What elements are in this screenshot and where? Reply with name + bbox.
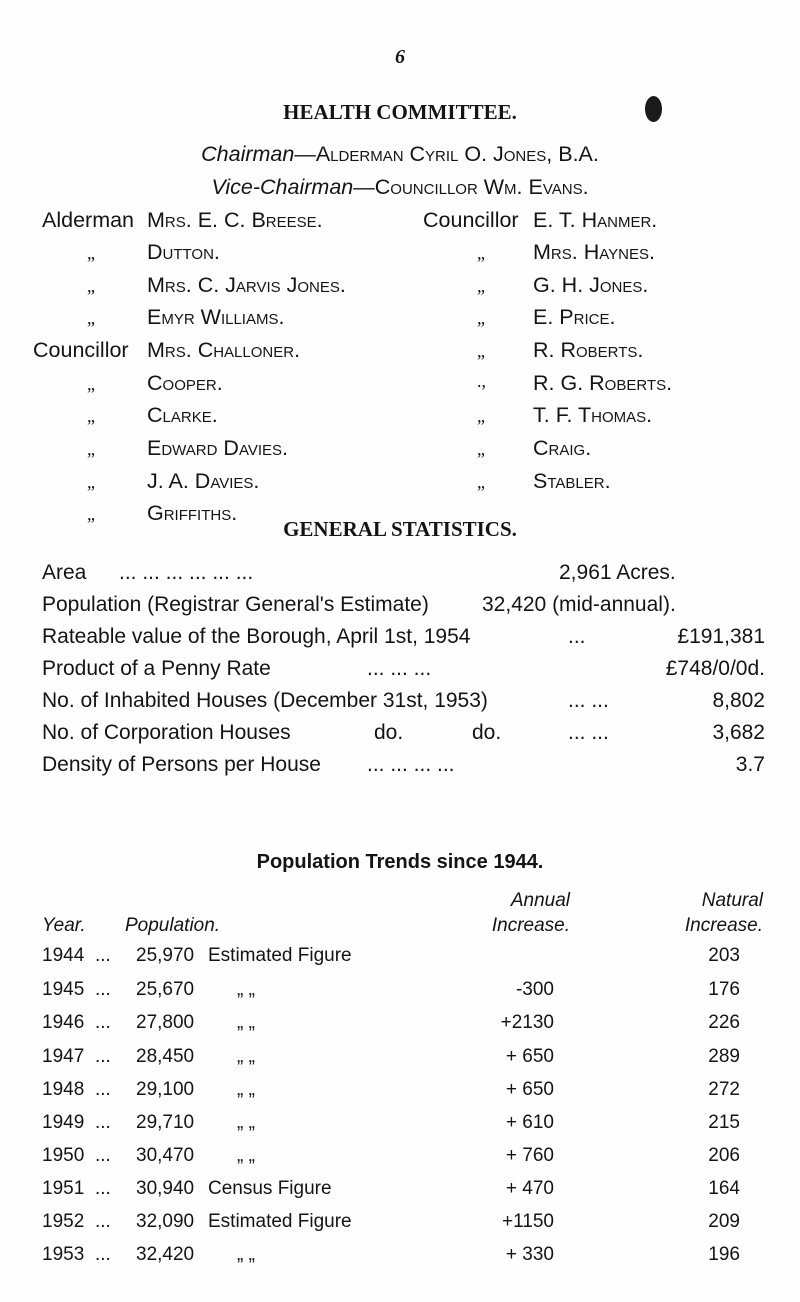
cell-note: „ „: [237, 1145, 255, 1166]
health-committee-title: HEALTH COMMITTEE.: [283, 100, 517, 124]
cell-note: „ „: [237, 1046, 255, 1067]
cell-population: 29,100: [136, 1079, 195, 1100]
cell-natural: 164: [708, 1178, 740, 1199]
header-annual-bottom: Increase.: [491, 915, 570, 936]
stat-value: £748/0/0d.: [665, 657, 765, 680]
member-name: Edward Davies.: [147, 436, 288, 460]
stat-label-do: do.: [374, 721, 404, 744]
cell-year: 1947: [42, 1046, 85, 1067]
stat-label: No. of Inhabited Houses (December 31st, 1953): [42, 689, 488, 712]
stat-value: 8,802: [712, 689, 765, 712]
cell-natural: 209: [708, 1211, 740, 1232]
member-name: J. A. Davies.: [147, 469, 260, 493]
stat-label: Product of a Penny Rate: [42, 657, 271, 680]
cell-annual: +2130: [500, 1012, 554, 1033]
stat-label: No. of Corporation Houses: [42, 721, 291, 744]
population-trends-title: Population Trends since 1944.: [256, 851, 544, 873]
stat-dots: ...: [568, 625, 586, 648]
cell-year: 1950: [42, 1145, 85, 1166]
cell-year: 1949: [42, 1112, 85, 1133]
ditto-mark: „: [87, 276, 95, 296]
header-annual-top: Annual: [510, 890, 570, 911]
ditto-mark: „: [477, 243, 485, 263]
member-name: Mrs. Challoner.: [147, 338, 301, 362]
cell-note: Estimated Figure: [208, 945, 352, 966]
cell-year: 1953: [42, 1244, 85, 1265]
cell-annual: +1150: [502, 1211, 554, 1232]
member-name: R. Roberts.: [533, 338, 644, 362]
ditto-mark: „: [87, 374, 95, 394]
ditto-mark: „: [87, 472, 95, 492]
cell-dots: ...: [95, 1046, 111, 1067]
cell-natural: 206: [708, 1145, 740, 1166]
stat-label: Density of Persons per House: [42, 753, 321, 776]
cell-population: 27,800: [136, 1012, 195, 1033]
ditto-mark: „: [477, 341, 485, 361]
cell-population: 32,090: [136, 1211, 195, 1232]
vice-chairman-role: Vice-Chairman: [211, 175, 354, 199]
header-year: Year.: [42, 915, 86, 936]
stat-label: Population (Registrar General's Estimate): [42, 593, 429, 616]
header-natural-bottom: Increase.: [684, 915, 763, 936]
cell-annual: + 650: [505, 1046, 554, 1067]
stat-value: £191,381: [677, 625, 765, 648]
stat-dots: ... ...: [568, 721, 609, 744]
cell-dots: ...: [95, 945, 111, 966]
cell-dots: ...: [95, 1079, 111, 1100]
stat-dots: ... ... ...: [367, 657, 432, 680]
cell-note: „ „: [237, 1079, 255, 1100]
stat-dots: ... ... ... ...: [367, 753, 455, 776]
cell-note: Census Figure: [208, 1178, 332, 1199]
ditto-mark: „: [87, 243, 95, 263]
member-name: Cooper.: [147, 371, 223, 395]
cell-population: 32,420: [136, 1244, 195, 1265]
ditto-mark: „: [477, 472, 485, 492]
header-natural-top: Natural: [701, 890, 763, 911]
ditto-mark: .,: [477, 371, 486, 391]
member-name: G. H. Jones.: [533, 273, 649, 297]
vice-chairman-line: [0, 175, 800, 200]
cell-note: „ „: [237, 979, 255, 1000]
cell-year: 1952: [42, 1211, 85, 1232]
cell-year: 1946: [42, 1012, 85, 1033]
stat-dots: ... ...: [568, 689, 609, 712]
cell-annual: + 650: [505, 1079, 554, 1100]
cell-natural: 196: [708, 1244, 740, 1265]
ditto-mark: „: [477, 308, 485, 328]
member-name: Emyr Williams.: [147, 305, 285, 329]
page-number: 6: [395, 46, 405, 68]
stat-value: 3.7: [735, 753, 765, 776]
cell-natural: 289: [708, 1046, 740, 1067]
cell-population: 25,670: [136, 979, 195, 1000]
member-prefix: Councillor: [33, 338, 129, 362]
ditto-mark: „: [477, 406, 485, 426]
cell-dots: ...: [95, 1012, 111, 1033]
cell-population: 29,710: [136, 1112, 195, 1133]
chairman-line: [0, 142, 800, 167]
stat-value: 2,961 Acres.: [559, 561, 676, 584]
cell-annual: -300: [515, 979, 554, 1000]
cell-note: Estimated Figure: [208, 1211, 352, 1232]
member-prefix: Councillor: [423, 208, 519, 232]
vice-chairman-name: —Councillor Wm. Evans.: [353, 175, 589, 199]
cell-natural: 272: [708, 1079, 740, 1100]
member-name: Mrs. Haynes.: [533, 240, 655, 264]
stat-dots: ... ... ... ... ... ...: [119, 561, 254, 584]
ditto-mark: „: [87, 439, 95, 459]
cell-year: 1945: [42, 979, 85, 1000]
cell-population: 30,940: [136, 1178, 195, 1199]
ditto-mark: „: [477, 439, 485, 459]
stat-label: Rateable value of the Borough, April 1st, 1954: [42, 625, 471, 648]
stat-label-do: do.: [472, 721, 502, 744]
cell-dots: ...: [95, 1112, 111, 1133]
cell-dots: ...: [95, 1145, 111, 1166]
stat-label: Area: [42, 561, 87, 584]
member-name: Craig.: [533, 436, 592, 460]
cell-year: 1948: [42, 1079, 85, 1100]
member-prefix: Alderman: [42, 208, 135, 232]
cell-dots: ...: [95, 1178, 111, 1199]
cell-dots: ...: [95, 1211, 111, 1232]
cell-population: 28,450: [136, 1046, 195, 1067]
cell-note: „ „: [237, 1012, 255, 1033]
member-name: Clarke.: [147, 403, 218, 427]
cell-natural: 215: [708, 1112, 740, 1133]
cell-annual: + 610: [505, 1112, 554, 1133]
cell-note: „ „: [237, 1112, 255, 1133]
cell-natural: 203: [708, 945, 740, 966]
cell-population: 25,970: [136, 945, 195, 966]
cell-annual: + 470: [505, 1178, 554, 1199]
member-name: R. G. Roberts.: [533, 371, 673, 395]
general-statistics-title: GENERAL STATISTICS.: [283, 517, 517, 541]
stat-value: 32,420 (mid-annual).: [482, 593, 676, 616]
cell-year: 1951: [42, 1178, 85, 1199]
cell-note: „ „: [237, 1244, 255, 1265]
cell-annual: + 330: [505, 1244, 554, 1265]
member-name: Mrs. E. C. Breese.: [147, 208, 323, 232]
cell-dots: ...: [95, 1244, 111, 1265]
cell-annual: + 760: [505, 1145, 554, 1166]
ditto-mark: „: [87, 406, 95, 426]
cell-natural: 176: [708, 979, 740, 1000]
chairman-role: Chairman: [201, 142, 295, 166]
cell-dots: ...: [95, 979, 111, 1000]
header-population: Population.: [125, 915, 221, 936]
member-name: E. T. Hanmer.: [533, 208, 658, 232]
member-name: Griffiths.: [147, 501, 238, 525]
member-name: Dutton.: [147, 240, 220, 264]
cell-population: 30,470: [136, 1145, 195, 1166]
member-name: T. F. Thomas.: [533, 403, 653, 427]
member-name: Stabler.: [533, 469, 611, 493]
member-name: E. Price.: [533, 305, 616, 329]
cell-natural: 226: [708, 1012, 740, 1033]
cell-year: 1944: [42, 945, 85, 966]
chairman-name: —Alderman Cyril O. Jones, B.A.: [294, 142, 599, 166]
ditto-mark: „: [477, 276, 485, 296]
member-name: Mrs. C. Jarvis Jones.: [147, 273, 346, 297]
ditto-mark: „: [87, 308, 95, 328]
stat-value: 3,682: [712, 721, 765, 744]
ditto-mark: „: [87, 504, 95, 524]
